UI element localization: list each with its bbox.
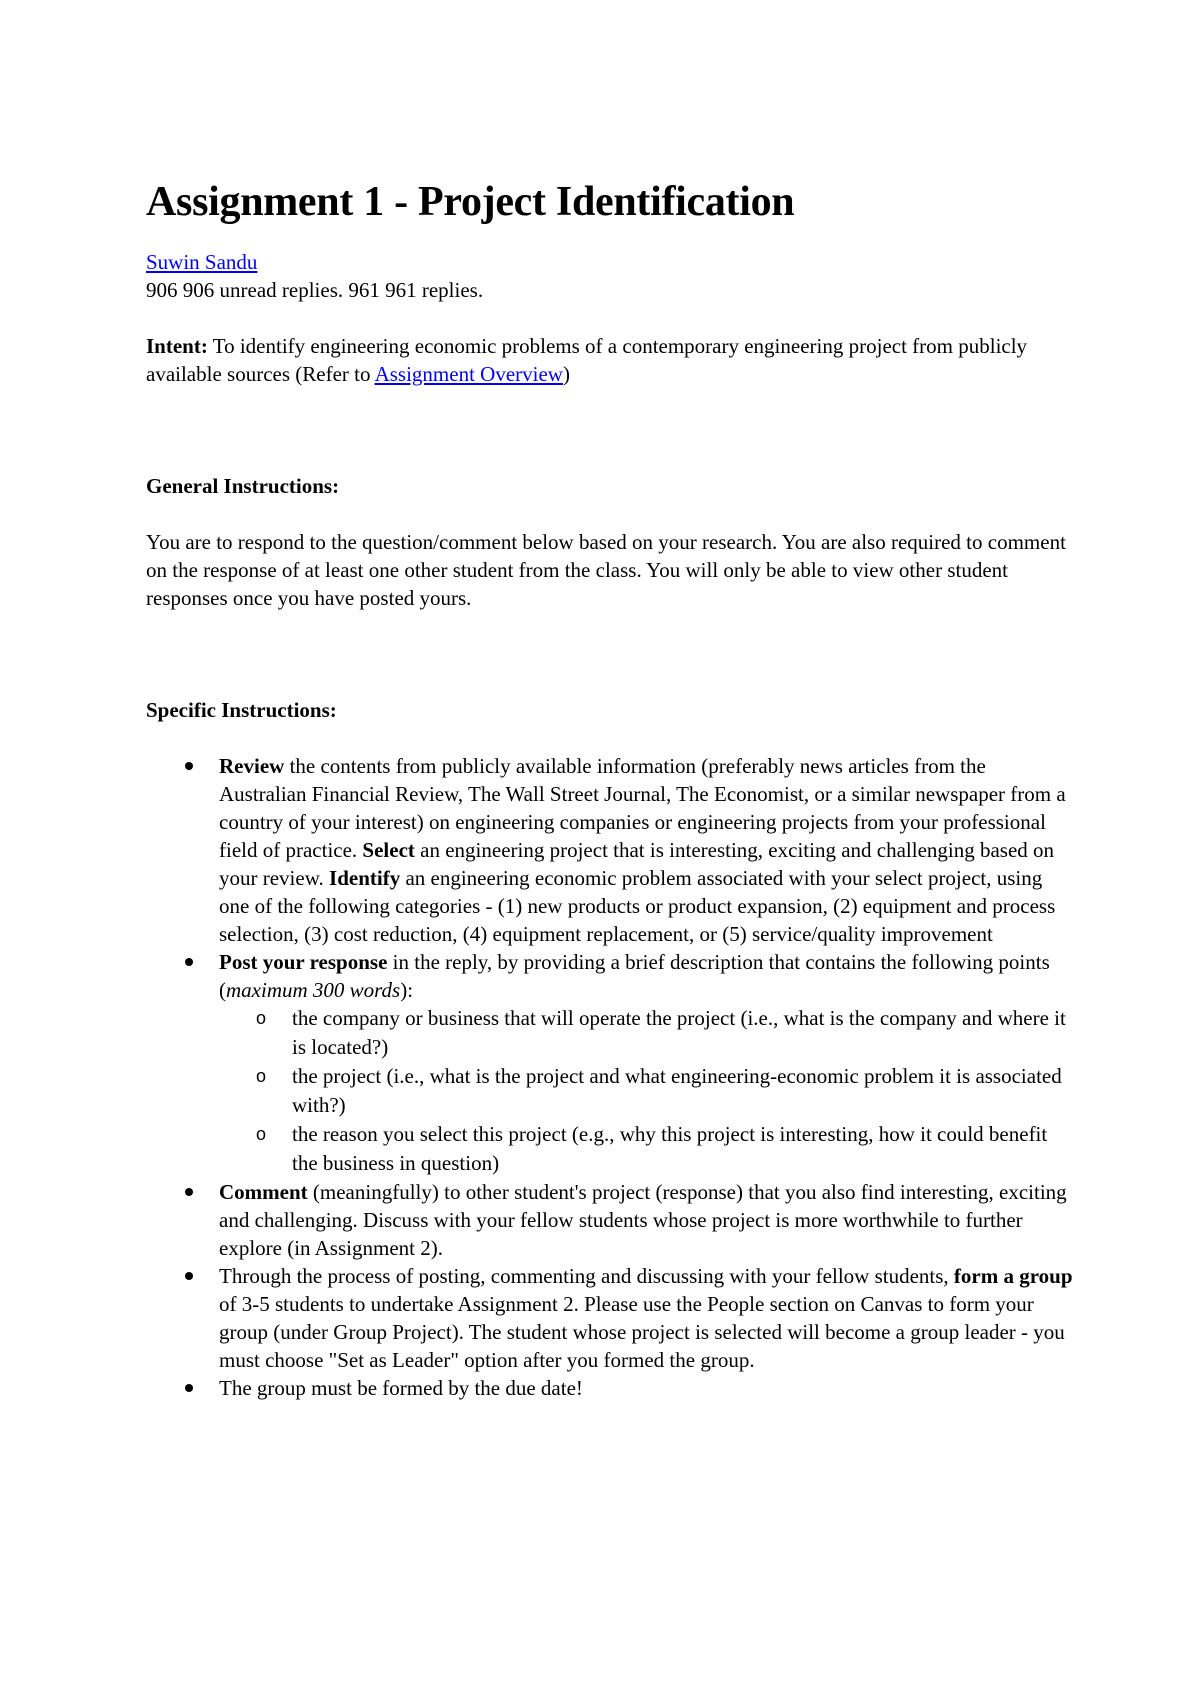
intent-paragraph [146, 332, 1076, 388]
review-text: the contents from publicly available information (preferably news articles from the Australian Financial Review, The Wall Street Journal, The Economist, or a similar newspaper from a country of your interest) on engineering companies or engineering projects from your professional field of practice. [219, 754, 1066, 862]
response-points-list [219, 1004, 1076, 1178]
author-link[interactable]: Suwin Sandu [146, 250, 258, 274]
list-item-post-response [219, 948, 1076, 1178]
due-date-text: The group must be formed by the due date! [219, 1376, 583, 1400]
document-page [146, 176, 1076, 1402]
list-item-comment [219, 1178, 1076, 1262]
comment-text: (meaningfully) to other student's project (response) that you also find interesting, exciting and challenging. Discuss with your fellow students whose project is more worthwhile to further explore (in Assignment 2). [219, 1180, 1067, 1260]
assignment-overview-link[interactable]: Assignment Overview [374, 362, 563, 386]
specific-instructions-list [146, 752, 1076, 1402]
form-group-text-start: Through the process of posting, commenting and discussing with your fellow students, [219, 1264, 954, 1288]
circle-bullet-icon: o [256, 1066, 267, 1086]
reply-stats: 906 906 unread replies. 961 961 replies. [146, 278, 484, 302]
review-bold: Review [219, 754, 285, 778]
identify-bold: Identify [329, 866, 401, 890]
sub-list-item [256, 1120, 1076, 1178]
select-bold: Select [362, 838, 415, 862]
intent-text: To identify engineering economic problems of a contemporary engineering project from publicly available sources (Refer to [146, 334, 1028, 386]
specific-instructions-heading: Specific Instructions: [146, 698, 337, 722]
form-group-text-end: of 3-5 students to undertake Assignment 2. Please use the People section on Canvas to form your group (under Group Project). The student whose project is selected will become a group leader - you must choose "Set as Leader" option after you formed the group. [219, 1292, 1065, 1372]
post-response-text: in the reply, by providing a brief description that contains the following points ( [219, 950, 1050, 1002]
post-response-bold: Post your response [219, 950, 388, 974]
word-limit: maximum 300 words [226, 978, 401, 1002]
sub-item-text: the reason you select this project (e.g., why this project is interesting, how it could benefit the business in question) [292, 1122, 1048, 1175]
identify-text: an engineering economic problem associated with your select project, using one of the following categories - (1) new products or product expansion, (2) equipment and process selection, (3) cost reduction, (4) equipment replacement, or (5) service/quality improvement [219, 866, 1056, 946]
list-item-review [219, 752, 1076, 948]
sub-list-item [256, 1004, 1076, 1062]
circle-bullet-icon: o [256, 1008, 267, 1028]
list-item-form-group [219, 1262, 1076, 1374]
form-group-bold: form a group [953, 1264, 1073, 1288]
sub-list-item [256, 1062, 1076, 1120]
sub-item-text: the project (i.e., what is the project and what engineering-economic problem it is associated with?) [292, 1064, 1062, 1117]
sub-item-text: the company or business that will operate the project (i.e., what is the company and where it is located?) [292, 1006, 1066, 1059]
comment-bold: Comment [219, 1180, 308, 1204]
author-line [146, 248, 1076, 276]
general-instructions-heading: General Instructions: [146, 474, 340, 498]
intent-text-end: ) [562, 362, 570, 386]
intent-label: Intent: [146, 334, 208, 358]
general-instructions-body: You are to respond to the question/comment below based on your research. You are also required to comment on the response of at least one other student from the class. You will only be able to view other student responses once you have posted yours. [146, 530, 1066, 610]
page-title: Assignment 1 - Project Identification [146, 179, 795, 225]
list-item-due-date [219, 1374, 1076, 1402]
select-text: an engineering project that is interesting, exciting and challenging based on your review. [219, 838, 1055, 890]
post-response-end: ): [400, 978, 414, 1002]
circle-bullet-icon: o [256, 1124, 267, 1144]
